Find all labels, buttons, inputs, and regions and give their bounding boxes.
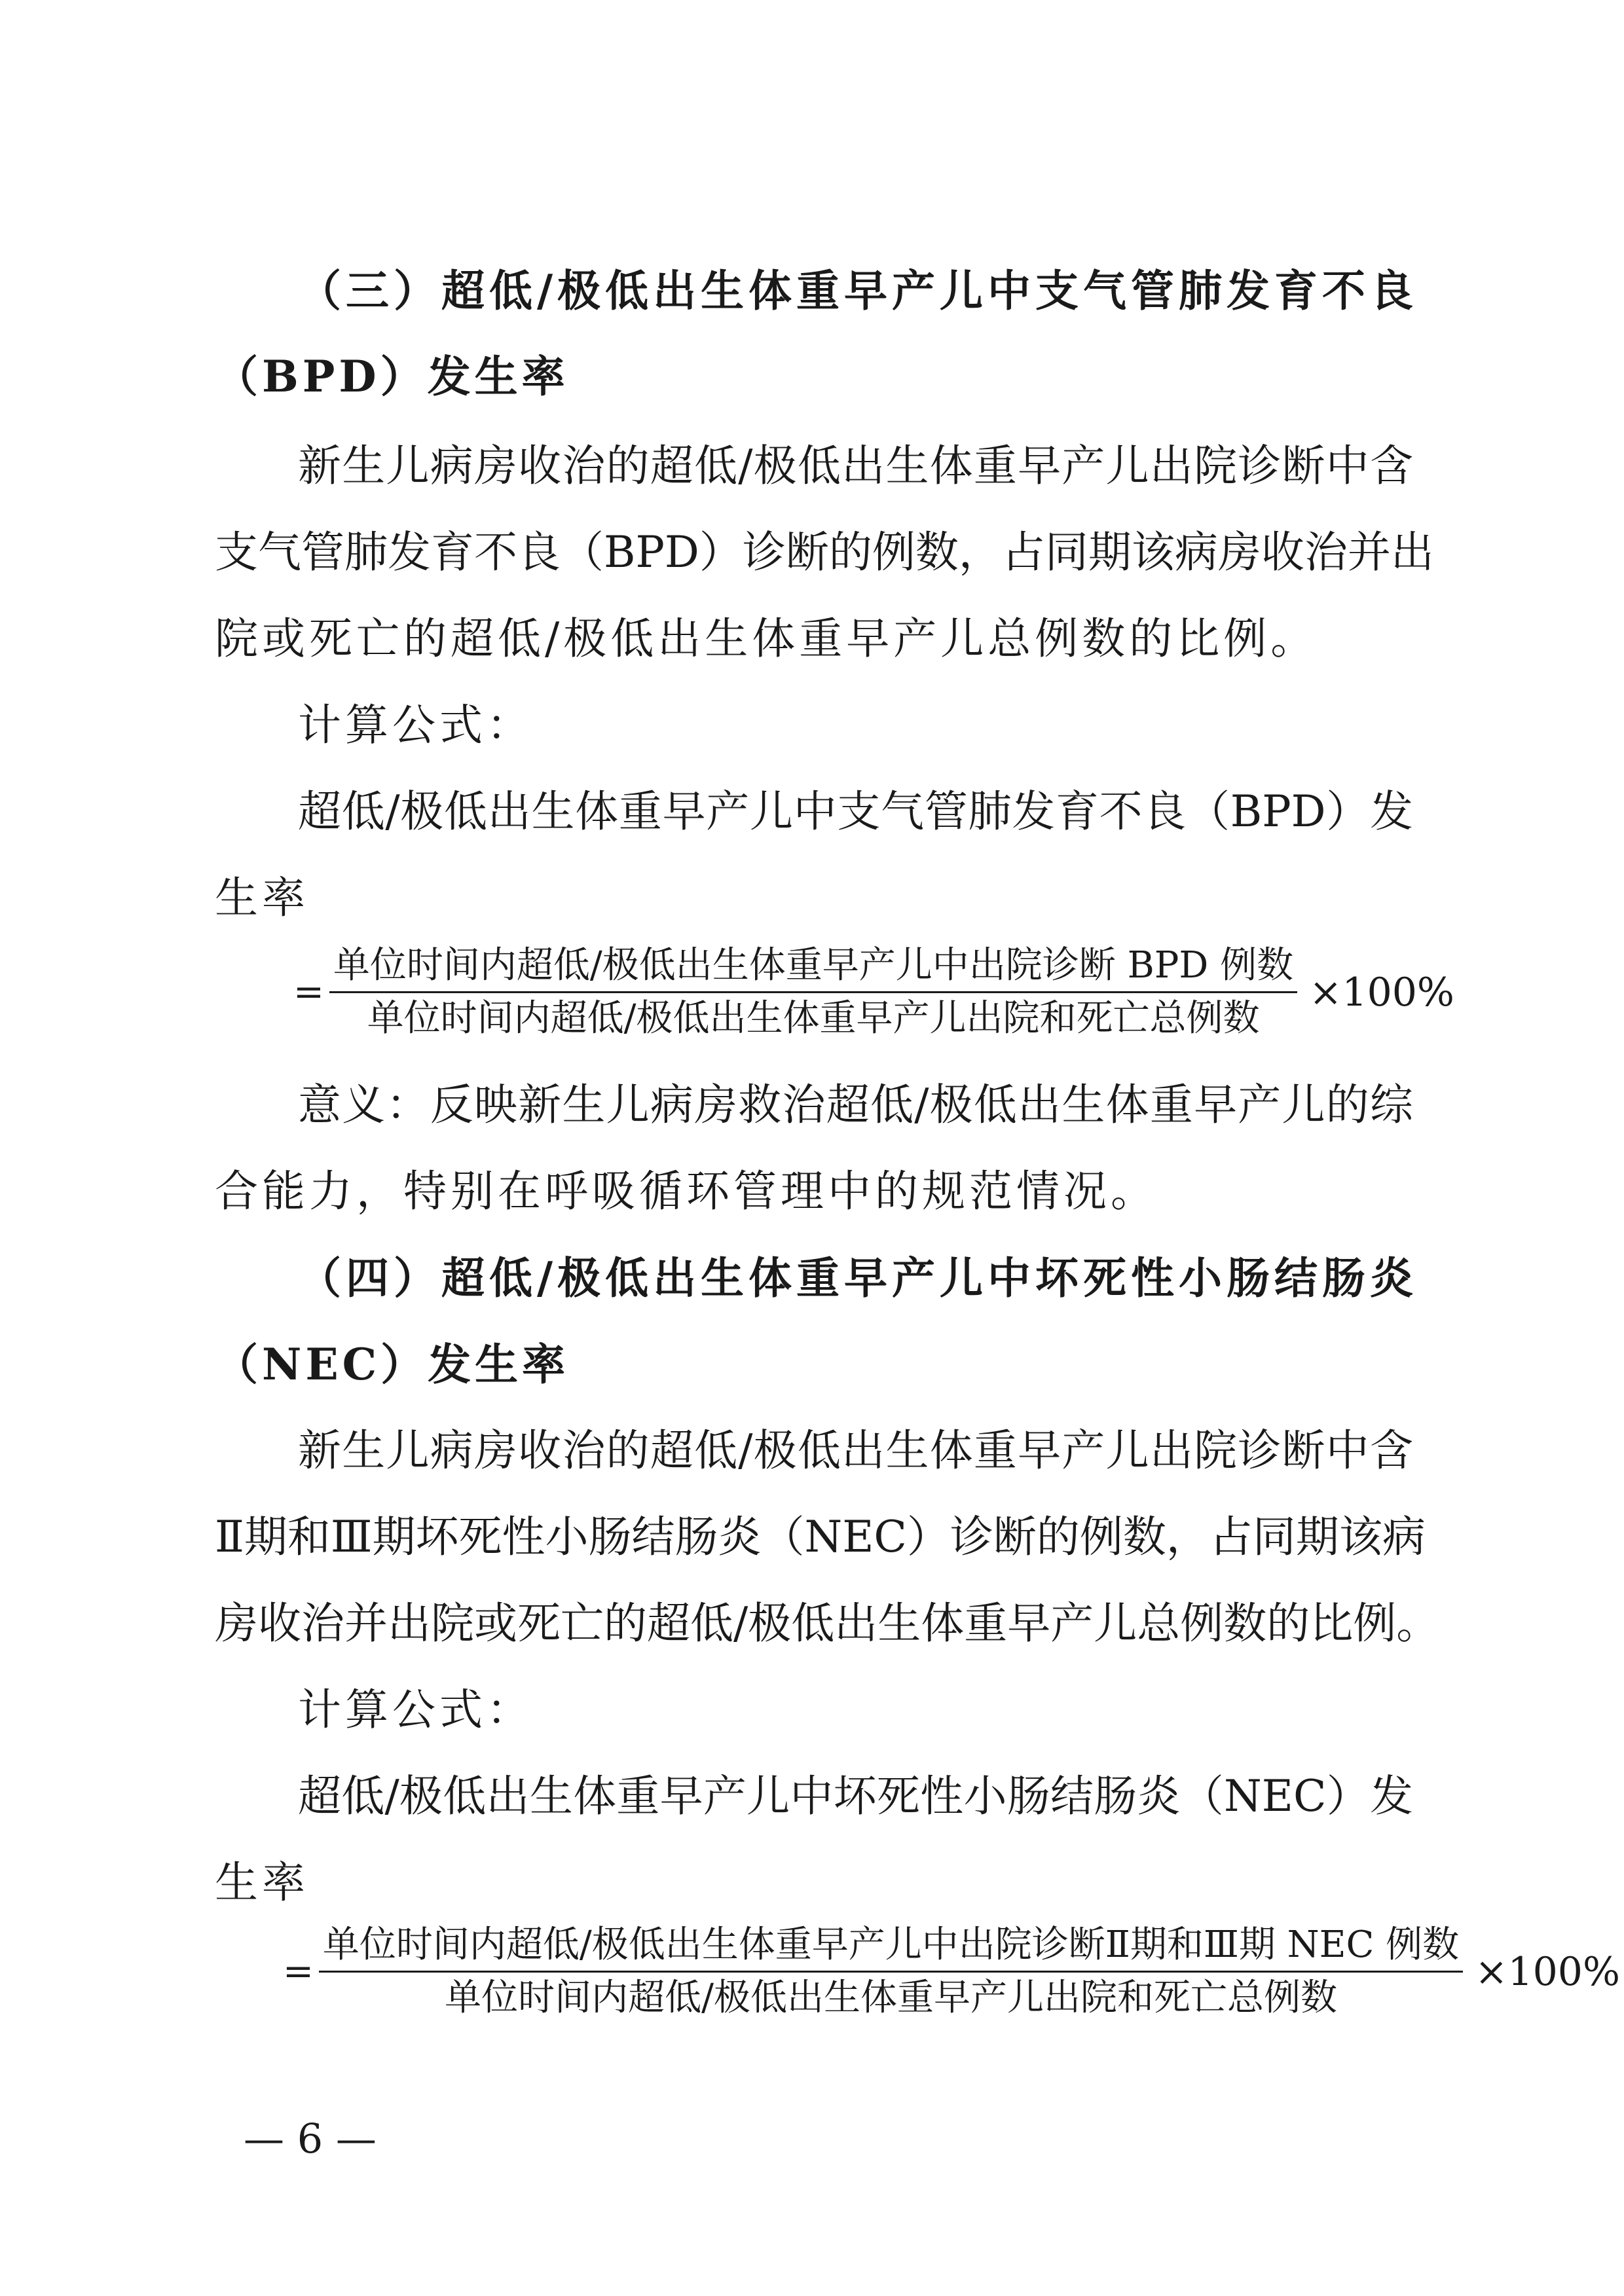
section4-definition-line3: 房收治并出院或死亡的超低/极低出生体重早产儿总例数的比例。: [215, 1598, 1440, 1649]
formula-denominator: 单位时间内超低/极低出生体重早产儿出院和死亡总例数: [445, 1977, 1337, 2019]
section3-rate-line1: 超低/极低出生体重早产儿中支气管肺发育不良（BPD）发: [298, 786, 1413, 837]
formula-numerator: 单位时间内超低/极低出生体重早产儿中出院诊断Ⅱ期和Ⅲ期 NEC 例数: [322, 1923, 1460, 1966]
formula-numerator: 单位时间内超低/极低出生体重早产儿中出院诊断 BPD 例数: [333, 944, 1294, 987]
equals-sign: =: [283, 1950, 314, 1993]
section4-definition-line1: 新生儿病房收治的超低/极低出生体重早产儿出院诊断中含: [298, 1425, 1413, 1476]
page-number: — 6 —: [244, 2115, 377, 2162]
formula-multiplier: ×100%: [1475, 1948, 1620, 1995]
section4-heading-line1: （四）超低/极低出生体重早产儿中坏死性小肠结肠炎: [298, 1252, 1413, 1303]
section4-heading-line2: （NEC）发生率: [215, 1339, 570, 1390]
section3-definition-line2: 支气管肺发育不良（BPD）诊断的例数，占同期该病房收治并出: [215, 527, 1434, 577]
fraction-bar: [329, 991, 1297, 993]
formula-fraction: [319, 1922, 1463, 2021]
section3-rate-line2: 生率: [215, 873, 309, 923]
section3-heading-line1: （三）超低/极低出生体重早产儿中支气管肺发育不良: [298, 265, 1413, 316]
formula-denominator: 单位时间内超低/极低出生体重早产儿出院和死亡总例数: [367, 997, 1260, 1040]
section3-formula: [293, 943, 1454, 1042]
formula-multiplier: ×100%: [1309, 969, 1454, 1015]
section4-rate-line1: 超低/极低出生体重早产儿中坏死性小肠结肠炎（NEC）发: [298, 1771, 1413, 1821]
formula-fraction: [329, 943, 1297, 1042]
section3-meaning-line1: 意义：反映新生儿病房救治超低/极低出生体重早产儿的综: [298, 1080, 1413, 1130]
section4-definition-line2: Ⅱ期和Ⅲ期坏死性小肠结肠炎（NEC）诊断的例数，占同期该病: [215, 1512, 1426, 1562]
section3-heading-line2: （BPD）发生率: [215, 351, 569, 402]
section3-definition-line3: 院或死亡的超低/极低出生体重早产儿总例数的比例。: [215, 613, 1318, 664]
section3-meaning-line2: 合能力，特别在呼吸循环管理中的规范情况。: [215, 1166, 1158, 1216]
section3-definition-line1: 新生儿病房收治的超低/极低出生体重早产儿出院诊断中含: [298, 441, 1413, 491]
equals-sign: =: [293, 971, 324, 1013]
section4-formula: [283, 1922, 1620, 2021]
section4-formula-label: 计算公式：: [298, 1685, 534, 1735]
section4-rate-line2: 生率: [215, 1857, 309, 1908]
section3-formula-label: 计算公式：: [298, 700, 534, 750]
fraction-bar: [319, 1971, 1463, 1973]
